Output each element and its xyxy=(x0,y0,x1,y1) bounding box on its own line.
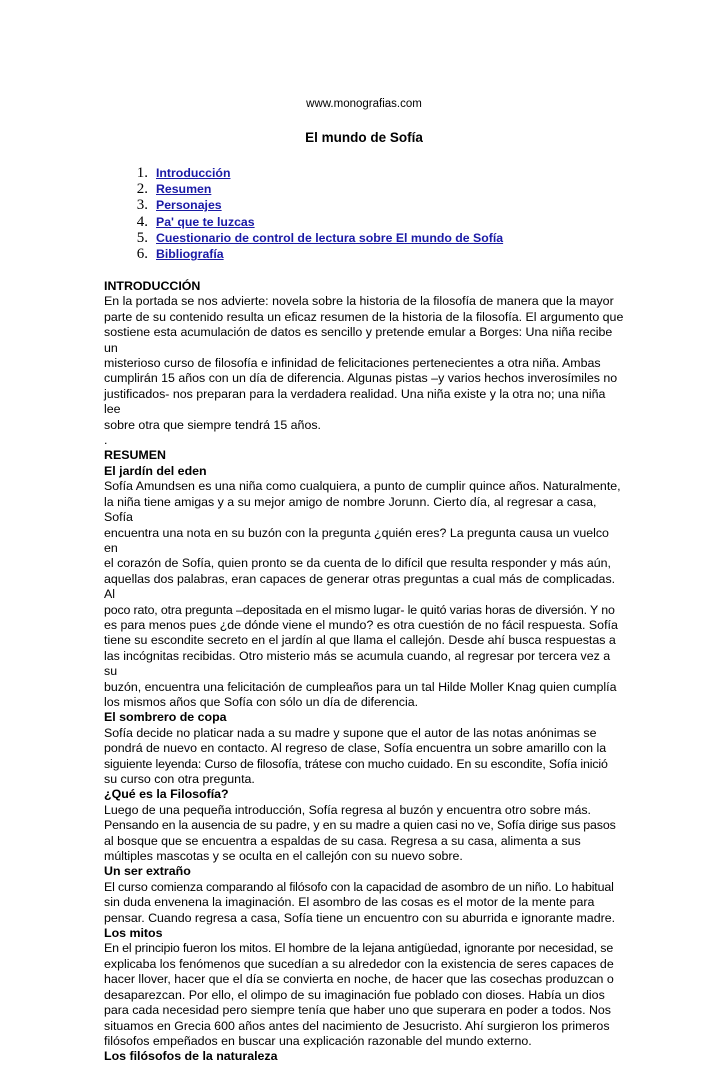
text-line: para cada necesidad pero siempre tenía que haber uno que superara en poder a todos. Nos xyxy=(104,1003,611,1018)
text-line: su curso con otra pregunta. xyxy=(104,772,255,786)
text-line: buzón, encuentra una felicitación de cumpleaños para un tal Hilde Moller Knag quien cumplía xyxy=(104,679,617,694)
toc-link-cuestionario[interactable]: Cuestionario de control de lectura sobre El mundo de Sofía xyxy=(156,230,504,245)
text-line: parte de su contenido resulta un eficaz resumen de la historia de la filosofía. El argumento que xyxy=(104,309,624,324)
text-line: múltiples mascotas y se oculta en el callejón con su nuevo sobre. xyxy=(104,849,463,864)
text-line: las incógnitas recibidas. Otro misterio más se acumula cuando, al regresar por tercera vez a su xyxy=(104,648,611,679)
subheading-mitos: Los mitos xyxy=(104,926,163,941)
text-line: es para menos pues ¿de dónde viene el mundo? es otra cuestión de no fácil respuesta. Sofía xyxy=(104,617,618,632)
document-title: El mundo de Sofía xyxy=(305,130,423,145)
text-line: aquellas dos palabras, eran capaces de generar otras preguntas a cual más de complicadas. Al xyxy=(104,571,616,602)
site-url: www.monografias.com xyxy=(306,98,422,110)
intro-paragraph xyxy=(104,294,624,448)
text-line: cumplirán 15 años con un día de diferencia. Algunas pistas –y varios hechos inverosímiles no xyxy=(104,371,618,386)
section-heading-resumen: RESUMEN xyxy=(104,448,166,463)
text-line: En el principio fueron los mitos. El hombre de la lejana antigüedad, ignorante por necesidad, se xyxy=(104,941,614,956)
text-line: tiene su escondite secreto en el jardín al que llama el callejón. Desde ahí busca respuestas a xyxy=(104,633,616,648)
toc-number: 5. xyxy=(136,229,148,246)
mitos-paragraph xyxy=(104,941,624,1049)
text-line: el corazón de Sofía, quien pronto se da cuenta de lo difícil que resulta responder y más aún, xyxy=(104,556,611,571)
text-line: Sofía Amundsen es una niña como cualquiera, a punto de cumplir quince años. Naturalmente, xyxy=(104,479,621,494)
toc-item xyxy=(104,181,503,197)
toc-item xyxy=(104,214,503,230)
text-line: los mismos años que Sofía con sólo un día de diferencia. xyxy=(104,694,419,709)
text-line: Luego de una pequeña introducción, Sofía regresa al buzón y encuentra otro sobre más. xyxy=(104,802,592,817)
jardin-paragraph xyxy=(104,479,624,710)
text-line: . xyxy=(104,433,108,448)
subheading-sombrero: El sombrero de copa xyxy=(104,710,227,725)
section-heading-introduccion: INTRODUCCIÓN xyxy=(104,279,201,293)
subheading-filosofos-naturaleza: Los filósofos de la naturaleza xyxy=(104,1049,278,1064)
text-line: siguiente leyenda: Curso de filosofía, trátese con mucho cuidado. En su escondite, Sofía inició xyxy=(104,756,608,771)
text-line: El curso comienza comparando al filósofo con la capacidad de asombro de un niño. Lo habitual xyxy=(104,879,614,894)
text-line: situamos en Grecia 600 años antes del nacimiento de Jesucristo. Ahí surgieron los primeros xyxy=(104,1018,610,1033)
toc-number: 3. xyxy=(136,197,148,214)
text-line: Sofía decide no platicar nada a su madre y supone que el autor de las notas anónimas se xyxy=(104,725,597,740)
text-line: encuentra una nota en su buzón con la pregunta ¿quién eres? La pregunta causa un vuelco en xyxy=(104,525,609,555)
text-line: sin duda envenena la imaginación. El asombro de las cosas es el motor de la mente para xyxy=(104,895,595,910)
toc-link-bibliografia[interactable]: Bibliografía xyxy=(156,246,224,261)
text-line: al bosque que se encuentra a espaldas de su casa. Regresa a su casa, alimenta a sus xyxy=(104,833,581,848)
text-line: poco rato, otra pregunta –depositada en el mismo lugar- le quitó varias horas de diversión. Y no xyxy=(104,602,615,617)
text-line: justificados- nos preparan para la verdadera realidad. Una niña existe y la otra no; una niña lee xyxy=(104,386,606,417)
toc-number: 6. xyxy=(136,245,148,262)
toc-item xyxy=(104,246,503,262)
text-line: filósofos empeñados en buscar una explicación razonable del mundo externo. xyxy=(104,1033,532,1048)
text-line: explicaba los fenómenos que sucedían a su alrededor con la existencia de seres capaces de xyxy=(104,956,614,971)
text-line: sostiene esta acumulación de datos es sencillo y pretende emular a Borges: Una niña recibe un xyxy=(104,325,613,355)
toc-number: 2. xyxy=(136,181,148,198)
subheading-filosofia: ¿Qué es la Filosofía? xyxy=(104,787,229,802)
subheading-jardin: El jardín del eden xyxy=(104,463,207,478)
text-line: la niña tiene amigas y a su mejor amigo de nombre Jorunn. Cierto día, al regresar a casa, Sofía xyxy=(104,494,597,525)
toc-link-personajes[interactable]: Personajes xyxy=(156,198,222,213)
subheading-ser-extrano: Un ser extraño xyxy=(104,864,191,879)
text-line: misterioso curso de filosofía e infinidad de felicitaciones pertenecientes a otra niña. Ambas xyxy=(104,356,601,371)
table-of-contents xyxy=(104,165,503,262)
text-line: desaparezcan. Por ello, el olimpo de su imaginación fue poblado con dioses. Había un dios xyxy=(104,987,605,1002)
toc-item xyxy=(104,197,503,213)
toc-item xyxy=(104,230,503,246)
text-line: En la portada se nos advierte: novela sobre la historia de la filosofía de manera que la mayor xyxy=(104,294,614,309)
text-line: hacer llover, hacer que el día se convierta en noche, de hacer que las cosechas produzcan o xyxy=(104,972,614,987)
toc-number: 1. xyxy=(136,165,148,181)
text-line: sobre otra que siempre tendrá 15 años. xyxy=(104,417,321,432)
text-line: pondrá de nuevo en contacto. Al regreso de clase, Sofía encuentra un sobre amarillo con la xyxy=(104,741,607,756)
toc-link-introduccion[interactable]: Introducción xyxy=(156,166,231,180)
filosofia-paragraph xyxy=(104,803,624,865)
toc-link-pa-que-te-luzcas[interactable]: Pa' que te luzcas xyxy=(156,214,255,229)
toc-number: 4. xyxy=(136,213,148,230)
text-line: Pensando en la ausencia de su padre, y en su madre a quien casi no ve, Sofía dirige sus pasos xyxy=(104,818,616,833)
toc-link-resumen[interactable]: Resumen xyxy=(156,182,212,197)
toc-item xyxy=(104,165,503,181)
text-line: pensar. Cuando regresa a casa, Sofía tiene un encuentro con su aburrida e ignorante madre. xyxy=(104,910,616,925)
document-body xyxy=(104,279,624,1065)
extrano-paragraph xyxy=(104,880,624,926)
sombrero-paragraph xyxy=(104,726,624,788)
